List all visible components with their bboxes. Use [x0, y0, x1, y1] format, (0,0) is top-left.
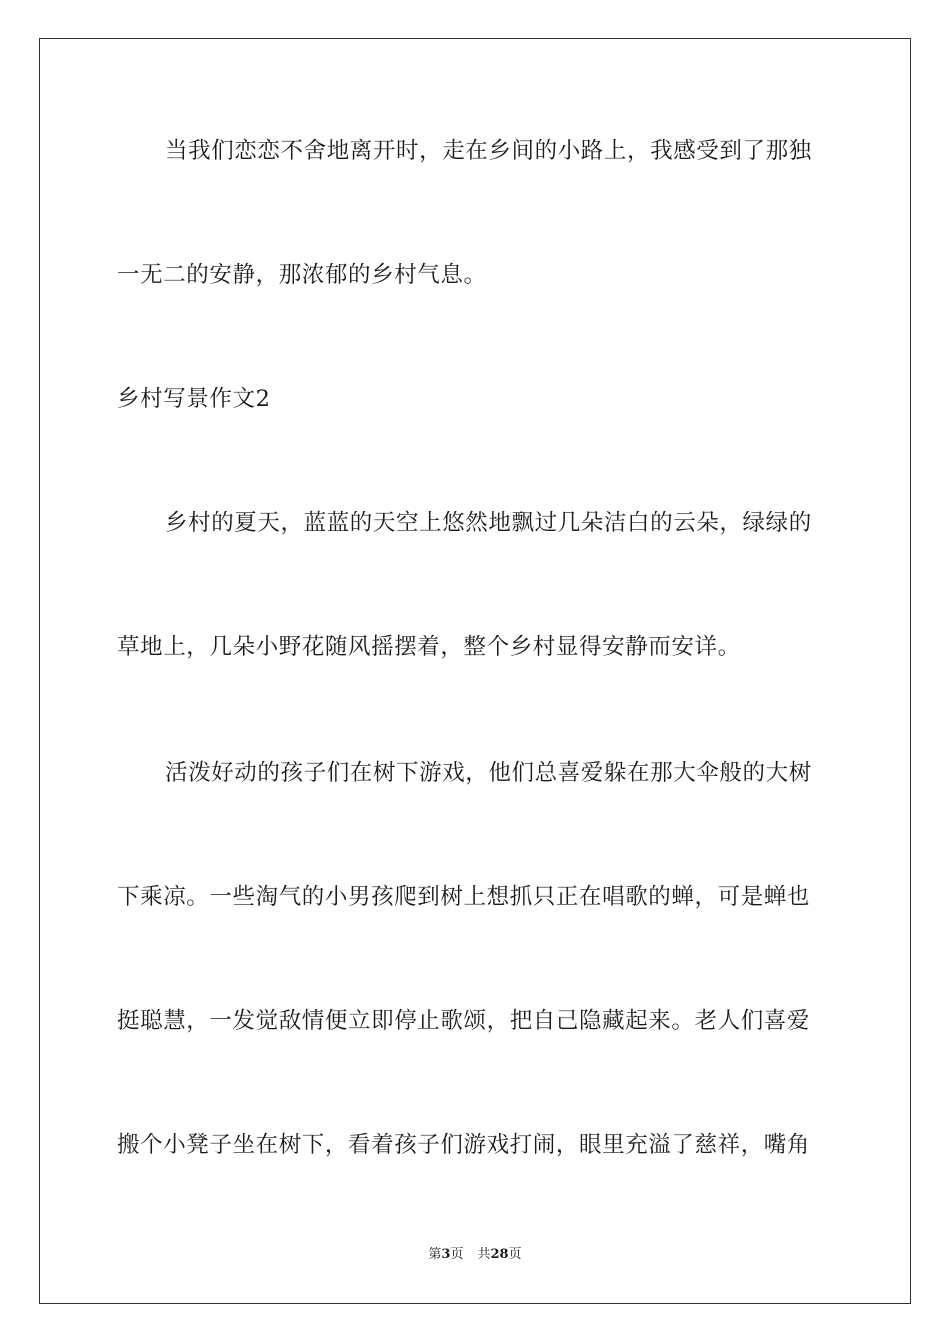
total-prefix: 共	[477, 1247, 491, 1262]
current-page-number: 3	[441, 1247, 451, 1262]
paragraph-line: 搬个小凳子坐在树下，看着孩子们游戏打闹，眼里充溢了慈祥，嘴角	[117, 1132, 811, 1158]
page-suffix: 页	[450, 1247, 464, 1262]
paragraph-line: 乡村的夏天，蓝蓝的天空上悠然地飘过几朵洁白的云朵，绿绿的	[165, 510, 812, 536]
section-heading: 乡村写景作文2	[117, 386, 271, 412]
page-border	[39, 38, 911, 1304]
paragraph-line: 挺聪慧，一发觉敌情便立即停止歌颂，把自己隐藏起来。老人们喜爱	[117, 1008, 811, 1034]
paragraph-line: 下乘凉。一些淘气的小男孩爬到树上想抓只正在唱歌的蝉，可是蝉也	[117, 884, 811, 910]
page-prefix: 第	[428, 1247, 442, 1262]
paragraph-line: 草地上，几朵小野花随风摇摆着，整个乡村显得安静而安详。	[117, 634, 741, 660]
paragraph-line: 当我们恋恋不舍地离开时，走在乡间的小路上，我感受到了那独	[165, 138, 812, 164]
page-footer	[0, 1246, 950, 1264]
total-page-number: 28	[490, 1247, 509, 1262]
paragraph-line: 活泼好动的孩子们在树下游戏，他们总喜爱躲在那大伞般的大树	[165, 760, 812, 786]
total-suffix: 页	[508, 1247, 522, 1262]
paragraph-line: 一无二的安静，那浓郁的乡村气息。	[117, 262, 487, 288]
